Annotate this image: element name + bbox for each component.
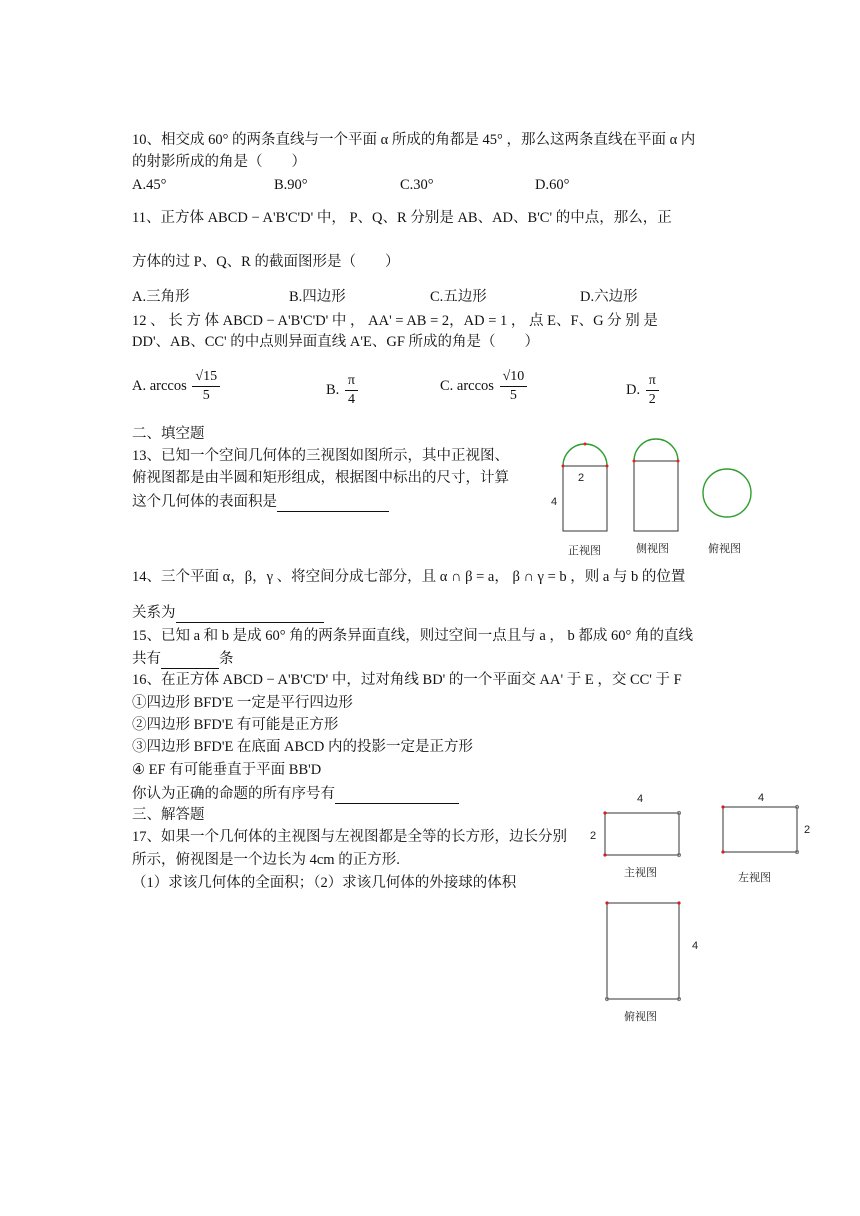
q12-option-d-numerator: π xyxy=(646,372,659,391)
q12-option-b xyxy=(326,372,360,409)
q12-option-c xyxy=(440,368,529,405)
q15-line2-post: 条 xyxy=(219,651,234,667)
q10-line1: 10、相交成 60° 的两条直线与一个平面 α 所成的角都是 45° ，那么这两条直线在平面 α 内 xyxy=(132,132,696,148)
q14-line2 xyxy=(132,602,324,623)
q13-line3-text: 这个几何体的表面积是 xyxy=(132,494,277,510)
q10-option-d: D.60° xyxy=(535,177,570,193)
q17-line3: （1）求该几何体的全面积；（2）求该几何体的外接球的体积 xyxy=(132,875,517,891)
q14-line1: 14、三个平面 α，β，γ 、将空间分成七部分，且 α ∩ β = a， β ∩ γ = b ，则 a 与 b 的位置 xyxy=(132,569,686,585)
q17-left-top-dim: 4 xyxy=(758,792,765,804)
q12-option-a-denominator: 5 xyxy=(202,388,210,403)
q12-line1: 12 、 长 方 体 ABCD − A'B'C'D' 中 ， AA' = AB = 2，AD = 1 ， 点 E、F、G 分 别 是 xyxy=(132,313,658,329)
q10-line2: 的射影所成的角是（ ） xyxy=(132,154,306,170)
q13-side-label: 侧视图 xyxy=(636,543,669,555)
q17-main-label: 主视图 xyxy=(624,867,657,879)
q12-option-d-prefix: D. xyxy=(626,381,641,398)
q13-front-rect xyxy=(563,466,607,531)
q17-left-rect xyxy=(723,807,797,852)
q13-top-label: 俯视图 xyxy=(708,543,741,555)
q15-line2 xyxy=(132,648,234,669)
q11-line1: 11、正方体 ABCD − A'B'C'D' 中， P、Q、R 分别是 AB、AD、B'C' 的中点，那么，正 xyxy=(132,210,672,226)
q12-option-d xyxy=(626,372,661,409)
q13-answer-blank xyxy=(277,491,389,512)
q16-line1: 16、在正方体 ABCD − A'B'C'D' 中，过对角线 BD' 的一个平面交 AA' 于 E ，交 CC' 于 F xyxy=(132,672,682,688)
q16-answer-blank xyxy=(335,783,459,804)
q13-front-semicircle xyxy=(563,444,607,466)
q13-dim-2: 2 xyxy=(578,472,585,484)
q13-side-semicircle xyxy=(634,439,678,461)
q17-three-view-figure xyxy=(595,795,825,1015)
q17-left-side-dim: 2 xyxy=(804,824,811,836)
q16-item-3: ③四边形 BFD'E 在底面 ABCD 内的投影一定是正方形 xyxy=(132,739,473,755)
q16-item-1: ①四边形 BFD'E 一定是平行四边形 xyxy=(132,695,353,711)
q11-option-a: A.三角形 xyxy=(132,289,190,305)
q12-option-c-prefix: C. arccos xyxy=(440,377,494,394)
q13-top-circle xyxy=(703,469,751,517)
q12-option-c-denominator: 5 xyxy=(509,388,517,403)
q12-option-b-numerator: π xyxy=(345,372,358,391)
q16-ask-text: 你认为正确的命题的所有序号有 xyxy=(132,786,335,802)
q16-item-4: ④ EF 有可能垂直于平面 BB'D xyxy=(132,762,322,778)
q13-line2: 俯视图都是由半圆和矩形组成，根据图中标出的尺寸，计算 xyxy=(132,470,509,486)
q12-line2: DD'、AB、CC' 的中点则异面直线 A'E、GF 所成的角是（ ） xyxy=(132,334,540,350)
q13-line1: 13、已知一个空间几何体的三视图如图所示，其中正视图、 xyxy=(132,448,509,464)
q13-side-rect xyxy=(634,461,678,531)
q11-option-b: B.四边形 xyxy=(289,289,346,305)
q12-option-a-prefix: A. arccos xyxy=(132,377,187,394)
q17-main-rect xyxy=(605,813,679,855)
section-fill-in-heading: 二、填空题 xyxy=(132,426,205,442)
q17-left-label: 左视图 xyxy=(738,872,771,884)
q17-top-rect xyxy=(607,903,679,999)
q17-top-label: 俯视图 xyxy=(624,1011,657,1023)
q15-line1: 15、已知 a 和 b 是成 60° 角的两条异面直线，则过空间一点且与 a ， b 都成 60° 角的直线 xyxy=(132,628,693,644)
q17-line1: 17、如果一个几何体的主视图与左视图都是全等的长方形，边长分别 xyxy=(132,829,567,845)
q11-line2: 方体的过 P、Q、R 的截面图形是（ ） xyxy=(132,254,400,270)
q17-main-side-dim: 2 xyxy=(590,830,597,842)
q12-option-b-prefix: B. xyxy=(326,381,340,398)
q13-front-label: 正视图 xyxy=(568,545,601,557)
q16-item-2: ②四边形 BFD'E 有可能是正方形 xyxy=(132,717,339,733)
q12-option-c-numerator: √10 xyxy=(500,368,528,387)
q10-option-b: B.90° xyxy=(274,177,308,193)
q11-option-c: C.五边形 xyxy=(430,289,487,305)
q12-option-a xyxy=(132,368,222,405)
q17-line2: 所示，俯视图是一个边长为 4cm 的正方形. xyxy=(132,852,400,868)
q12-option-b-denominator: 4 xyxy=(347,392,355,407)
q11-option-d: D.六边形 xyxy=(580,289,638,305)
q15-line2-pre: 共有 xyxy=(132,651,161,667)
q10-option-a: A.45° xyxy=(132,177,167,193)
q13-line3 xyxy=(132,491,389,512)
q12-option-a-numerator: √15 xyxy=(192,368,220,387)
q17-top-side-dim: 4 xyxy=(692,940,699,952)
q14-answer-blank xyxy=(176,602,324,623)
q16-ask xyxy=(132,783,459,804)
section-solution-heading: 三、解答题 xyxy=(132,807,205,823)
q15-answer-blank xyxy=(161,648,219,669)
q13-dim-4: 4 xyxy=(551,496,558,508)
q10-option-c: C.30° xyxy=(400,177,434,193)
q12-option-d-denominator: 2 xyxy=(648,392,656,407)
q14-line2-text: 关系为 xyxy=(132,605,176,621)
q17-main-top-dim: 4 xyxy=(637,793,644,805)
